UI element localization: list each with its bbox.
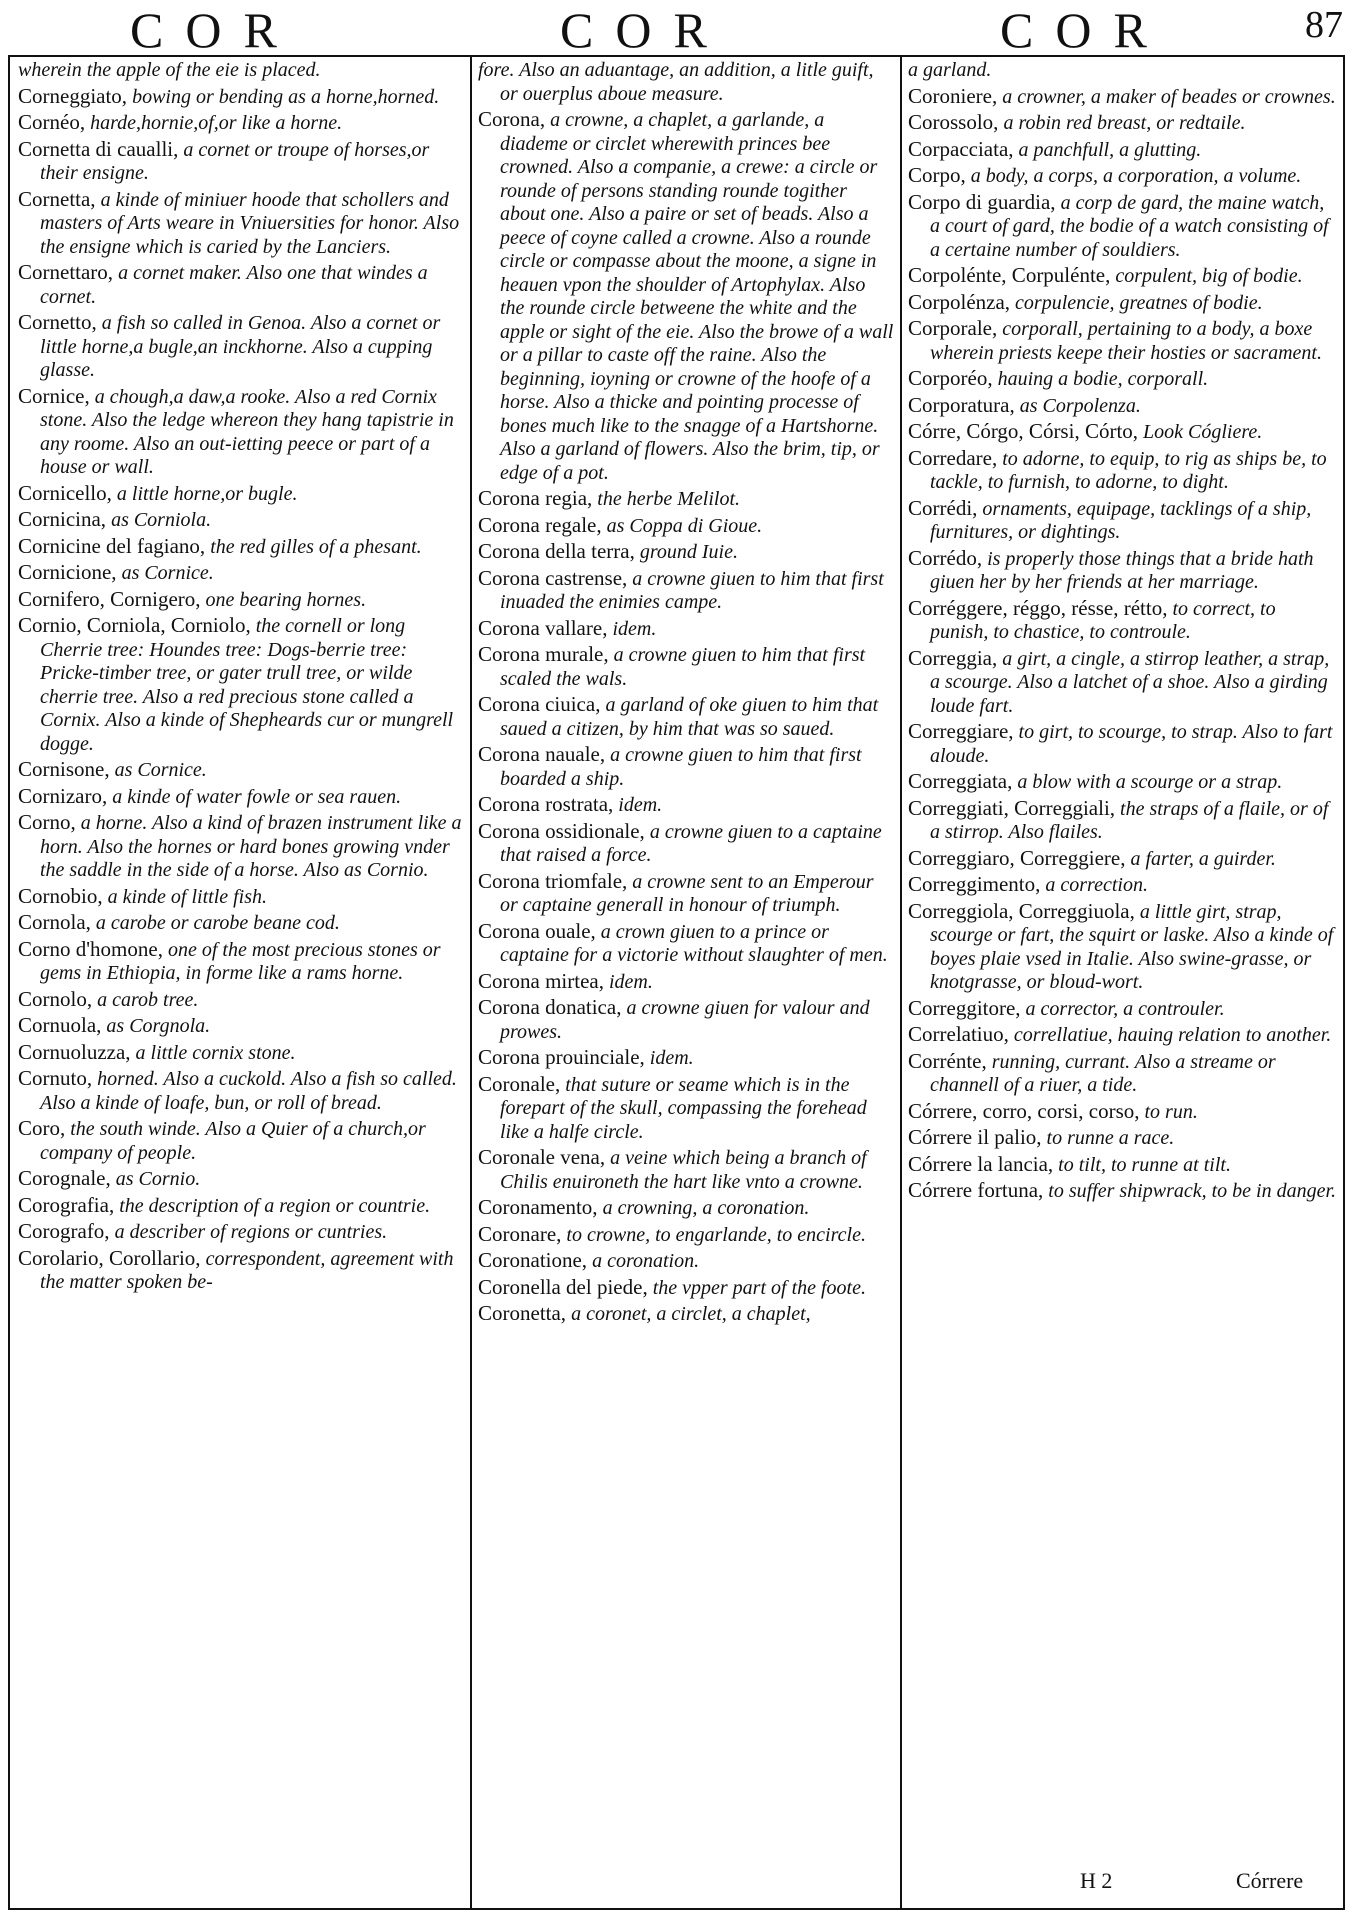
dictionary-entry <box>18 811 464 883</box>
entry-headword: Corno, <box>18 810 76 834</box>
entry-definition: a crowne giuen to him that first inuaded the enimies campe. <box>500 567 884 613</box>
column-3 <box>908 58 1338 1906</box>
dictionary-entry <box>908 797 1338 845</box>
entry-definition: a crown giuen to a prince or captaine for a victorie without slaughter of men. <box>500 920 888 966</box>
dictionary-entry <box>478 58 894 106</box>
entry-headword: Corona murale, <box>478 642 609 666</box>
entry-headword: Cornetto, <box>18 310 97 334</box>
entry-headword: Cornuola, <box>18 1013 102 1037</box>
entry-headword: Corografo, <box>18 1219 110 1243</box>
entry-definition: to crowne, to engarlande, to encircle. <box>566 1223 866 1246</box>
dictionary-entry <box>478 108 894 485</box>
entry-definition: idem. <box>649 1047 694 1069</box>
dictionary-entry <box>478 870 894 918</box>
entry-headword: Corona della terra, <box>478 539 635 563</box>
dictionary-entry <box>18 614 464 756</box>
dictionary-entry <box>18 1167 464 1192</box>
dictionary-entry <box>908 317 1338 365</box>
column-rule-2 <box>900 56 902 1908</box>
entry-definition: idem. <box>618 794 663 816</box>
column-1 <box>18 58 464 1906</box>
entry-headword: Corona triomfale, <box>478 868 628 893</box>
dictionary-entry <box>18 885 464 910</box>
dictionary-entry <box>908 394 1338 419</box>
entry-definition: the cornell or long Cherrie tree: Houndes tree: Dogs-berrie tree: Pricke-timber tree, or gater trull tree, or wilde cherrie tree. Also a red precious stone called a Cornix. Also a kinde of Shepheards cur or mungrell dogge. <box>40 615 454 755</box>
dictionary-entry <box>908 873 1338 898</box>
entry-headword: Córrere la lancia, <box>908 1151 1054 1176</box>
dictionary-entry <box>478 820 894 868</box>
dictionary-entry <box>908 191 1338 263</box>
entry-definition: to suffer shipwrack, to be in danger. <box>1048 1180 1337 1202</box>
entry-headword: Corporéo, <box>908 366 993 390</box>
dictionary-entry <box>478 793 894 818</box>
entry-definition: that suture or seame which is in the forepart of the skull, compassing the forehead like a halfe circle. <box>500 1073 867 1143</box>
dictionary-entry <box>908 264 1338 289</box>
entry-definition: is properly those things that a bride hath giuen her by her friends at her marriage. <box>930 547 1314 593</box>
entry-definition: Look Cógliere. <box>1143 421 1263 443</box>
entry-definition: a kinde of water fowle or sea rauen. <box>112 785 402 808</box>
dictionary-entry <box>18 785 464 810</box>
entry-headword: Corno d'homone, <box>18 936 163 961</box>
dictionary-entry <box>18 111 464 136</box>
entry-headword: Cornizaro, <box>18 783 108 808</box>
entry-headword: Corpo di guardia, <box>908 189 1056 214</box>
header-left-word: COR <box>130 2 299 58</box>
entry-headword: Correggiola, Correggiuola, <box>908 898 1135 923</box>
entry-definition: to correct, to punish, to chastice, to controule. <box>930 597 1276 643</box>
dictionary-entry <box>478 920 894 968</box>
entry-headword: Cornicine del fagiano, <box>18 533 206 558</box>
entry-definition: as Corpolenza. <box>1019 394 1141 417</box>
dictionary-entry <box>908 164 1338 189</box>
dictionary-entry <box>908 447 1338 495</box>
entry-headword: Correggiati, Correggiali, <box>908 795 1116 820</box>
dictionary-entry <box>908 547 1338 595</box>
dictionary-entry <box>18 1067 464 1115</box>
entry-definition: wherein the apple of the eie is placed. <box>18 59 321 81</box>
entry-definition: ornaments, equipage, tacklings of a ship, furnitures, or dightings. <box>930 497 1312 543</box>
entry-definition: running, currant. Also a streame or channell of a riuer, a tide. <box>930 1050 1276 1096</box>
entry-headword: Corporale, <box>908 316 998 340</box>
page-number: 87 <box>1305 4 1343 46</box>
entry-headword: Coronamento, <box>478 1195 598 1219</box>
entry-headword: Corolario, Corollario, <box>18 1245 201 1270</box>
dictionary-entry <box>18 1014 464 1039</box>
entry-definition: corpulent, big of bodie. <box>1115 265 1303 287</box>
entry-definition: one bearing hornes. <box>205 588 367 611</box>
entry-definition: a body, a corps, a corporation, a volume. <box>970 165 1302 187</box>
entry-headword: Córrere fortuna, <box>908 1178 1044 1202</box>
entry-headword: Cornifero, Cornigero, <box>18 586 201 611</box>
entry-definition: a coronation. <box>592 1250 700 1272</box>
entry-headword: Coronatione, <box>478 1248 588 1272</box>
entry-definition: as Corgnola. <box>106 1015 211 1037</box>
entry-headword: Cornio, Corniola, Corniolo, <box>18 613 251 637</box>
dictionary-entry <box>908 1179 1338 1204</box>
entry-headword: Coronetta, <box>478 1301 567 1325</box>
entry-definition: to tilt, to runne at tilt. <box>1058 1153 1231 1176</box>
entry-headword: Correggiaro, Correggiere, <box>908 845 1126 870</box>
entry-headword: Corona regale, <box>478 512 602 537</box>
entry-definition: a crowne sent to an Emperour or captaine generall in honour of triumph. <box>500 870 874 916</box>
entry-definition: the straps of a flaile, or of a stirrop. Also flailes. <box>930 797 1329 843</box>
entry-headword: Cornisone, <box>18 757 110 781</box>
entry-headword: Córre, Córgo, Córsi, Córto, <box>908 419 1139 443</box>
entry-headword: Corpolénte, Corpulénte, <box>908 263 1111 287</box>
left-border-rule <box>8 56 10 1908</box>
entry-headword: Cornettaro, <box>18 260 114 284</box>
entry-headword: Corona regia, <box>478 486 593 510</box>
dictionary-entry <box>908 997 1338 1022</box>
entry-definition: the vpper part of the foote. <box>652 1276 866 1299</box>
entry-definition: a corrector, a controuler. <box>1025 997 1225 1020</box>
entry-headword: Corredare, <box>908 445 998 470</box>
entry-headword: Cornicione, <box>18 560 117 584</box>
dictionary-entry <box>18 311 464 383</box>
entry-definition: a kinde of miniuer hoode that schollers and masters of Arts weare in Vniuersities for honor. Also the ensigne which is caried by the Lanciers. <box>40 188 460 258</box>
entry-definition: a carob tree. <box>97 988 199 1011</box>
entry-headword: Corona ossidionale, <box>478 818 645 843</box>
entry-headword: Corografia, <box>18 1192 115 1217</box>
entry-headword: Corona ouale, <box>478 918 596 943</box>
dictionary-entry <box>18 1041 464 1066</box>
column-2 <box>478 58 894 1906</box>
entry-headword: Corona mirtea, <box>478 968 604 993</box>
dictionary-entry <box>18 508 464 533</box>
entry-headword: Corneggiato, <box>18 83 128 108</box>
dictionary-entry <box>478 540 894 565</box>
entry-definition: horned. Also a cuckold. Also a fish so called. Also a kinde of loafe, bun, or roll of bread. <box>40 1068 457 1114</box>
entry-headword: Cornuto, <box>18 1066 93 1090</box>
entry-headword: Corona, <box>478 107 546 131</box>
entry-headword: Corona donatica, <box>478 995 622 1019</box>
entry-headword: Cornice, <box>18 383 90 408</box>
entry-headword: Corona prouinciale, <box>478 1045 645 1069</box>
entry-definition: a crowne giuen to him that first scaled the wals. <box>500 644 866 690</box>
dictionary-entry <box>478 1223 894 1248</box>
dictionary-entry <box>908 1023 1338 1048</box>
entry-definition: a horne. Also a kind of brazen instrument like a horn. Also the hornes or hard bones growing vnder the saddle in the side of a horse. Also as Cornio. <box>40 812 462 881</box>
entry-headword: Corpo, <box>908 163 966 187</box>
header-rule <box>8 55 1345 57</box>
entry-headword: Cornuoluzza, <box>18 1039 131 1064</box>
header-center-word: COR <box>560 2 729 58</box>
dictionary-entry <box>18 758 464 783</box>
entry-definition: a crowne giuen to him that first boarded a ship. <box>500 744 862 790</box>
entry-definition: hauing a bodie, corporall. <box>997 368 1209 390</box>
dictionary-entry <box>908 85 1338 110</box>
dictionary-entry <box>478 1196 894 1221</box>
entry-headword: Coro, <box>18 1116 66 1140</box>
dictionary-entry <box>908 1100 1338 1125</box>
dictionary-entry <box>18 561 464 586</box>
dictionary-entry <box>478 1073 894 1145</box>
dictionary-entry <box>908 138 1338 163</box>
catchword: Córrere <box>1236 1868 1304 1893</box>
dictionary-entry <box>908 420 1338 445</box>
dictionary-entry <box>478 1046 894 1071</box>
dictionary-entry <box>908 367 1338 392</box>
entry-definition: as Cornice. <box>114 759 207 781</box>
entry-definition: the herbe Melilot. <box>597 488 741 510</box>
entry-definition: as Cornice. <box>121 562 214 584</box>
entry-definition: the description of a region or countrie. <box>119 1194 431 1217</box>
entry-definition: a little horne,or bugle. <box>116 482 298 505</box>
column-rule-1 <box>470 56 472 1908</box>
entry-headword: Córrere, corro, corsi, corso, <box>908 1098 1140 1123</box>
entry-headword: Correggia, <box>908 645 998 670</box>
entry-definition: a describer of regions or cuntries. <box>114 1221 388 1243</box>
dictionary-entry <box>18 385 464 480</box>
entry-definition: a crowne, a chaplet, a garlande, a diademe or circlet wherewith princes bee crowned. Also a companie, a crewe: a circle or rounde of persons standing rounde togither about one. Also a paire or set of beads. Also a peece of coyne called a crowne. Also a rounde circle or compasse about the moone, a signe in heauen vpon the shoulder of Artophylax. Also the rounde circle betweene the white and the apple or sight of the eie. Also the browe of a wall or a pillar to caste off the raine. Also the beginning, ioyning or crowne of the hoofe of a horse. Also a thicke and pointing processe of bones much like to the snagge of a Hartshorne. Also a garland of flowers. Also the brim, tip, or edge of a pot. <box>500 109 894 484</box>
entry-headword: Corona castrense, <box>478 565 628 590</box>
entry-headword: Córrere il palio, <box>908 1125 1042 1149</box>
entry-headword: Corréggere, réggo, résse, rétto, <box>908 595 1168 620</box>
entry-headword: Corossolo, <box>908 110 999 134</box>
signature-mark: H 2 <box>1080 1868 1113 1893</box>
entry-headword: Coroniere, <box>908 83 998 108</box>
entry-definition: as Corniola. <box>111 509 212 531</box>
entry-definition: idem. <box>612 617 657 640</box>
entry-definition: fore. Also an aduantage, an addition, a litle guift, or ouerplus aboue measure. <box>478 59 874 105</box>
entry-definition: to run. <box>1144 1100 1198 1123</box>
entry-definition: correllatiue, hauing relation to another. <box>1013 1024 1332 1046</box>
entry-headword: Corona ciuica, <box>478 692 601 716</box>
dictionary-entry <box>908 647 1338 719</box>
entry-definition: a crowner, a maker of beades or crownes. <box>1002 85 1336 108</box>
entry-definition: as Cornio. <box>115 1168 201 1190</box>
entry-headword: Cornobio, <box>18 883 103 908</box>
entry-definition: a garland of oke giuen to him that saued a citizen, by him that was so saued. <box>500 694 879 740</box>
dictionary-entry <box>908 1050 1338 1098</box>
dictionary-entry <box>18 482 464 507</box>
entry-definition: a chough,a daw,a rooke. Also a red Cornix stone. Also the ledge whereon they hang tapistrie in any roome. Also an out-ietting peece or part of a house or wall. <box>40 385 454 478</box>
entry-definition: corporall, pertaining to a body, a boxe wherein priests keepe their hosties or sacrament. <box>930 318 1322 364</box>
dictionary-entry <box>908 900 1338 995</box>
entry-headword: Cornetta di caualli, <box>18 136 179 161</box>
dictionary-entry <box>478 643 894 691</box>
entry-headword: Correggitore, <box>908 995 1021 1020</box>
entry-definition: a little girt, strap, scourge or fart, the squirt or laske. Also a kinde of boyes plaie vsed in Italie. Also swine-grasse, or knotgrasse, or bloud-wort. <box>930 900 1334 993</box>
dictionary-entry <box>478 1146 894 1194</box>
footer-rule <box>8 1908 1345 1910</box>
dictionary-entry <box>478 970 894 995</box>
entry-headword: Correggimento, <box>908 872 1041 896</box>
entry-definition: to adorne, to equip, to rig as ships be, to tackle, to furnish, to adorne, to dight. <box>930 447 1327 493</box>
entry-definition: a blow with a scourge or a strap. <box>1017 771 1283 793</box>
entry-headword: Correggiare, <box>908 719 1014 743</box>
entry-definition: the south winde. Also a Quier of a church,or company of people. <box>40 1118 426 1164</box>
entry-definition: one of the most precious stones or gems in Ethiopia, in forme like a rams horne. <box>40 938 441 984</box>
dictionary-entry <box>18 1220 464 1245</box>
entry-definition: a panchfull, a glutting. <box>1018 138 1202 161</box>
dictionary-entry <box>478 1302 894 1327</box>
dictionary-entry <box>18 1117 464 1165</box>
dictionary-entry <box>908 58 1338 83</box>
entry-definition: a robin red breast, or redtaile. <box>1003 112 1246 134</box>
dictionary-entry <box>18 938 464 986</box>
entry-definition: a girt, a cingle, a stirrop leather, a strap, a scourge. Also a latchet of a shoe. Also a girding loude fart. <box>930 647 1330 717</box>
entry-definition: idem. <box>608 970 653 993</box>
dictionary-entry <box>908 291 1338 316</box>
entry-definition: a fish so called in Genoa. Also a cornet or little horne,a bugle,an inckhorne. Also a cupping glasse. <box>40 312 441 381</box>
entry-definition: a correction. <box>1045 874 1148 896</box>
entry-headword: Cornicello, <box>18 480 112 505</box>
entry-headword: Corona rostrata, <box>478 792 614 816</box>
dictionary-entry <box>478 487 894 512</box>
entry-definition: a farter, a guirder. <box>1130 847 1276 870</box>
entry-headword: Corrédi, <box>908 495 978 520</box>
entry-definition: to runne a race. <box>1046 1127 1175 1149</box>
dictionary-entry <box>18 1194 464 1219</box>
dictionary-entry <box>908 1126 1338 1151</box>
dictionary-entry <box>478 1276 894 1301</box>
entry-definition: a little cornix stone. <box>135 1041 296 1064</box>
dictionary-entry <box>478 996 894 1044</box>
entry-headword: Correlatiuo, <box>908 1022 1009 1046</box>
dictionary-entry <box>18 188 464 260</box>
dictionary-entry <box>478 743 894 791</box>
dictionary-entry <box>908 847 1338 872</box>
entry-definition: a carobe or carobe beane cod. <box>95 912 340 934</box>
entry-definition: correspondent, agreement with the matter spoken be- <box>40 1247 454 1293</box>
dictionary-entry <box>478 1249 894 1274</box>
entry-definition: ground Iuie. <box>639 541 738 563</box>
dictionary-entry <box>478 514 894 539</box>
entry-headword: Coronare, <box>478 1221 562 1246</box>
dictionary-entry <box>18 911 464 936</box>
right-border-rule <box>1343 56 1345 1908</box>
entry-definition: to girt, to scourge, to strap. Also to fart aloude. <box>930 721 1333 767</box>
dictionary-entry <box>18 535 464 560</box>
dictionary-entry <box>908 597 1338 645</box>
dictionary-entry <box>908 497 1338 545</box>
dictionary-entry <box>478 693 894 741</box>
entry-definition: a crowne giuen to a captaine that raised a force. <box>500 820 882 866</box>
entry-headword: Cornéo, <box>18 110 86 134</box>
dictionary-entry <box>478 617 894 642</box>
dictionary-entry <box>18 588 464 613</box>
dictionary-entry <box>18 85 464 110</box>
dictionary-entry <box>908 1153 1338 1178</box>
entry-definition: the red gilles of a phesant. <box>210 535 422 558</box>
header-right-word: COR <box>1000 2 1169 58</box>
entry-headword: Coronella del piede, <box>478 1274 648 1299</box>
entry-headword: Cornola, <box>18 910 91 934</box>
entry-headword: Cornolo, <box>18 986 93 1011</box>
entry-headword: Corrédo, <box>908 545 983 570</box>
entry-definition: a corp de gard, the maine watch, a court of gard, the bodie of a watch consisting of a certaine number of souldiers. <box>930 191 1329 261</box>
entry-headword: Corona nauale, <box>478 742 606 766</box>
running-header <box>0 0 1353 56</box>
dictionary-entry <box>18 988 464 1013</box>
entry-definition: a crowning, a coronation. <box>602 1197 810 1219</box>
entry-headword: Corpacciata, <box>908 136 1014 161</box>
entry-headword: Corognale, <box>18 1166 111 1190</box>
dictionary-entry <box>908 720 1338 768</box>
entry-definition: a crowne giuen for valour and prowes. <box>500 997 870 1043</box>
entry-headword: Corpolénza, <box>908 289 1011 314</box>
entry-headword: Corrénte, <box>908 1048 987 1073</box>
entry-definition: a coronet, a circlet, a chaplet, <box>571 1303 811 1325</box>
dictionary-entry <box>478 567 894 615</box>
entry-definition: a cornet or troupe of horses,or their ensigne. <box>40 138 430 184</box>
dictionary-entry <box>18 138 464 186</box>
dictionary-entry <box>908 111 1338 136</box>
entry-definition: harde,hornie,of,or like a horne. <box>90 112 343 134</box>
entry-definition: bowing or bending as a horne,horned. <box>132 85 440 108</box>
dictionary-entry <box>18 58 464 83</box>
entry-definition: corpulencie, greatnes of bodie. <box>1015 291 1263 314</box>
entry-definition: a kinde of little fish. <box>107 885 268 908</box>
entry-headword: Correggiata, <box>908 769 1013 793</box>
dictionary-entry <box>18 1247 464 1295</box>
dictionary-entry <box>18 261 464 309</box>
entry-headword: Cornicina, <box>18 507 107 531</box>
entry-headword: Coronale, <box>478 1071 561 1096</box>
entry-headword: Corona vallare, <box>478 615 608 640</box>
entry-definition: a cornet maker. Also one that windes a cornet. <box>40 262 428 308</box>
entry-definition: a garland. <box>908 59 992 81</box>
entry-definition: as Coppa di Gioue. <box>606 514 763 537</box>
entry-headword: Corporatura, <box>908 392 1015 417</box>
entry-headword: Coronale vena, <box>478 1145 606 1169</box>
dictionary-entry <box>908 770 1338 795</box>
entry-definition: a veine which being a branch of Chilis enuironeth the hart like vnto a crowne. <box>500 1147 867 1193</box>
entry-headword: Cornetta, <box>18 186 96 211</box>
